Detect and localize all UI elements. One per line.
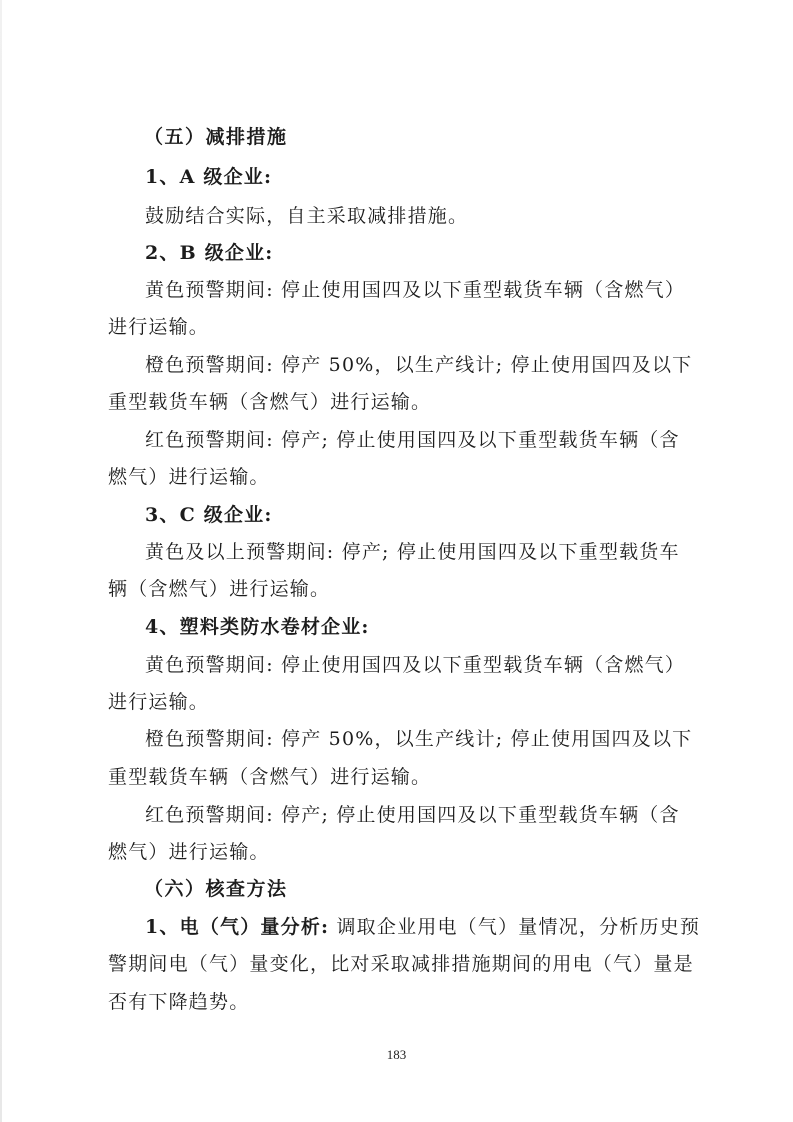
paragraph-line: 燃气）进行运输。: [108, 841, 270, 863]
paragraph-line: 进行运输。: [108, 316, 210, 338]
paragraph-line: 黄色预警期间: 停止使用国四及以下重型载货车辆（含燃气）: [145, 279, 686, 301]
item-first-line: [145, 915, 745, 939]
page-number: 183: [386, 1047, 407, 1062]
section-heading-verification: （六）核查方法: [144, 878, 288, 900]
paragraph-line: 重型载货车辆（含燃气）进行运输。: [108, 766, 432, 788]
paragraph-line: 辆（含燃气）进行运输。: [108, 578, 331, 600]
paragraph-line: 橙色预警期间: 停产 50%，以生产线计; 停止使用国四及以下: [145, 354, 693, 376]
paragraph-line: 燃气）进行运输。: [108, 466, 270, 488]
group-title-b: 2、B 级企业:: [145, 242, 274, 264]
paragraph-line: 鼓励结合实际，自主采取减排措施。: [145, 205, 469, 227]
paragraph-line: 否有下降趋势。: [108, 991, 250, 1013]
scan-edge: [0, 0, 2, 1122]
paragraph-line: 黄色及以上预警期间: 停产; 停止使用国四及以下重型载货车: [145, 541, 680, 563]
paragraph-line: 黄色预警期间: 停止使用国四及以下重型载货车辆（含燃气）: [145, 654, 686, 676]
paragraph-line: 进行运输。: [108, 691, 210, 713]
paragraph-line: 红色预警期间: 停产; 停止使用国四及以下重型载货车辆（含: [145, 429, 680, 451]
group-title-plastic: 4、塑料类防水卷材企业:: [145, 616, 370, 638]
section-heading-measures: （五）减排措施: [144, 126, 288, 148]
item-rest: 调取企业用电（气）量情况，分析历史预: [329, 916, 701, 938]
group-title-c: 3、C 级企业:: [145, 504, 273, 526]
paragraph-line: 重型载货车辆（含燃气）进行运输。: [108, 391, 432, 413]
paragraph-line: 警期间电（气）量变化，比对采取减排措施期间的用电（气）量是: [108, 953, 694, 975]
group-title-a: 1、A 级企业:: [145, 166, 273, 188]
paragraph-line: 红色预警期间: 停产; 停止使用国四及以下重型载货车辆（含: [145, 804, 680, 826]
paragraph-line: 橙色预警期间: 停产 50%，以生产线计; 停止使用国四及以下: [145, 728, 693, 750]
item-lead: 1、电（气）量分析:: [145, 916, 330, 938]
